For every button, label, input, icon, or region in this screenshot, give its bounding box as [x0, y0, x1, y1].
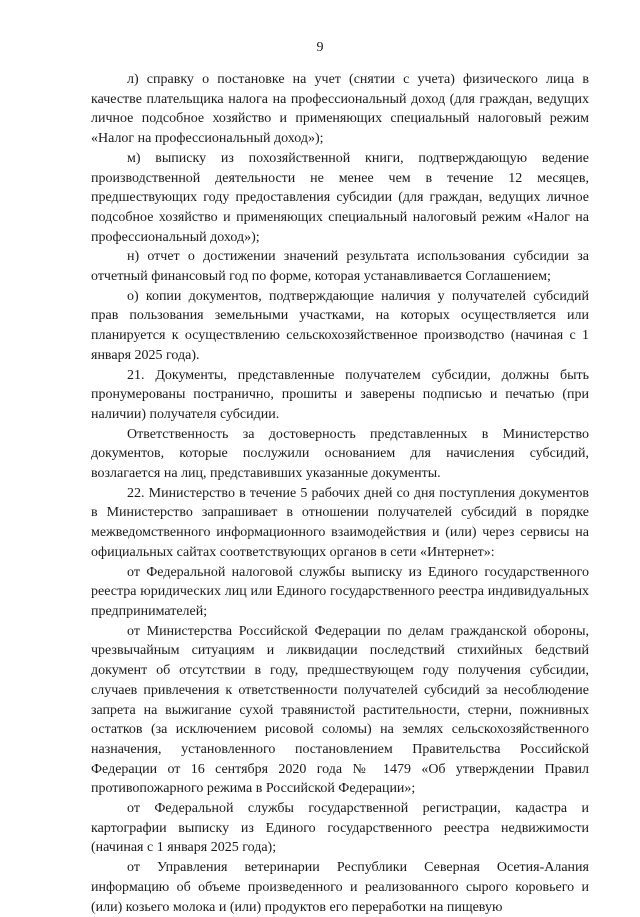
paragraph-n: н) отчет о достижении значений результата использования субсидии за отчетный финансовый год по форме, которая устанавливается Соглашением;	[91, 249, 589, 285]
paragraph-veterinary: от Управления ветеринарии Республики Северная Осетия-Алания информацию об объеме произведенного и реализованного сырого коровьего и (или) козьего молока и (или) продуктов его переработки на пищевую	[91, 860, 589, 915]
paragraph-22: 22. Министерство в течение 5 рабочих дней со дня поступления документов в Министерство запрашивает в отношении получателей субсидий в порядке межведомственного информационного взаимодействия и (или) через сервисы на официальных сайтах соответствующих органов в сети «Интернет»:	[91, 485, 589, 560]
paragraph-m: м) выписку из похозяйственной книги, подтверждающую ведение производственной деятельности не менее чем в течение 12 месяцев, предшествующих году предоставления субсидии (для граждан, ведущих личное подсобное хозяйство и применяющих специальный налоговый режим «Налог на профессиональный доход»);	[91, 150, 589, 245]
paragraph-l: л) справку о постановке на учет (снятии с учета) физического лица в качестве плательщика налога на профессиональный доход (для граждан, ведущих личное подсобное хозяйство и применяющих специальный налоговый режим «Налог на профессиональный доход»);	[91, 72, 589, 147]
paragraph-responsibility: Ответственность за достоверность представленных в Министерство документов, которые послужили основанием для начисления субсидий, возлагается на лиц, представивших указанные документы.	[91, 426, 589, 482]
document-body	[91, 70, 589, 917]
paragraph-rosreestr: от Федеральной службы государственной регистрации, кадастра и картографии выписку из Единого государственного реестра недвижимости (начиная с 1 января 2025 года);	[91, 801, 589, 856]
paragraph-mchs: от Министерства Российской Федерации по делам гражданской обороны, чрезвычайным ситуациям и ликвидации последствий стихийных бедствий документ об отсутствии в году, предшествующем году получения субсидии, случаев привлечения к ответственности получателей субсидий за несоблюдение запрета на выжигание сухой травянистой растительности, стерни, пожнивных остатков (за исключением рисовой соломы) на землях сельскохозяйственного назначения, установленного постановлением Правительства Российской Федерации от 16 сентября 2020 года № 1479 «Об утверждении Правил противопожарного режима в Российской Федерации»;	[91, 623, 589, 797]
paragraph-21: 21. Документы, представленные получателем субсидии, должны быть пронумерованы постранично, прошиты и заверены подписью и печатью (при наличии) получателя субсидии.	[91, 367, 589, 422]
page-number: 9	[316, 40, 324, 55]
paragraph-o: о) копии документов, подтверждающие наличия у получателей субсидий прав пользования земельными участками, на которых осуществляется или планируется к осуществлению сельскохозяйственное производство (начиная с 1 января 2025 года).	[91, 288, 589, 363]
paragraph-fns: от Федеральной налоговой службы выписку из Единого государственного реестра юридических лиц или Единого государственного реестра индивидуальных предпринимателей;	[91, 564, 589, 619]
